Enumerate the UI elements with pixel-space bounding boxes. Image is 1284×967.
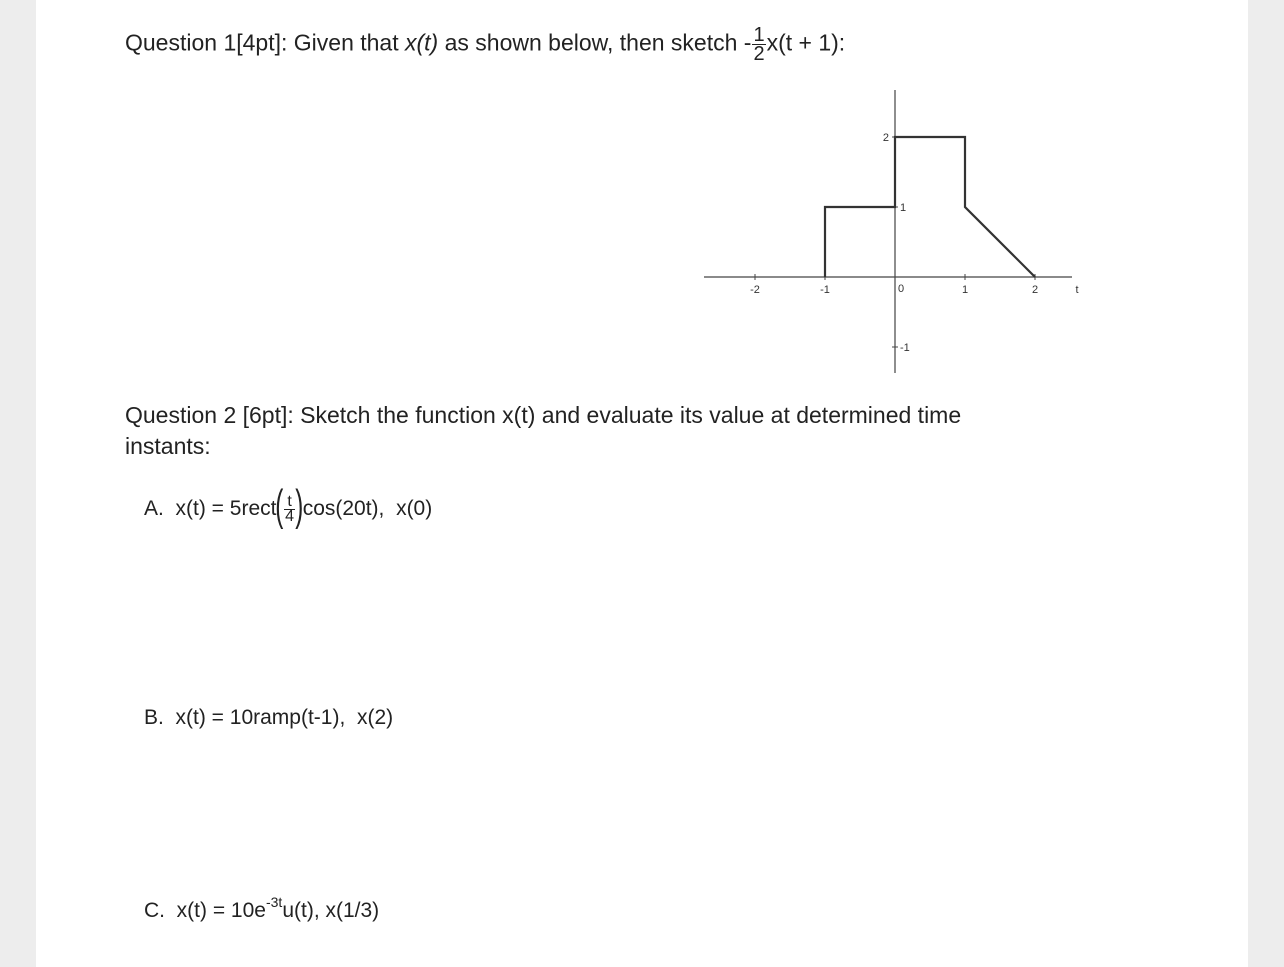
fraction-denominator: 4 [285,507,295,525]
part-a-lhs: x(t) = 5rect [175,497,277,520]
question-2-line-1: Question 2 [6pt]: Sketch the function x(t) and evaluate its value at determined time [125,402,962,428]
fraction-denominator: 2 [753,43,765,65]
part-b [144,703,393,733]
part-c [144,896,379,927]
question-2-line-2: instants: [125,433,211,459]
part-c-lhs: x(t) = 10e [176,899,266,922]
part-b-expr: x(t) = 10ramp(t-1), [175,706,346,729]
right-paren: ) [295,481,304,531]
part-c-label: C. [144,899,165,922]
question-1-suffix: x(t + 1): [766,29,846,56]
question-1-signal: x(t) [405,29,439,56]
part-a [144,481,433,531]
x-tick-label: -1 [820,284,830,296]
y-tick-label: 1 [900,202,907,214]
x-tick-label: 2 [1031,284,1039,296]
x-axis-label: t [1075,284,1079,296]
signal-waveform [825,137,1035,277]
part-a-label: A. [144,497,164,520]
plot-ticks [750,132,1078,354]
fraction-numerator: t [284,495,295,510]
fraction-numerator: 1 [753,24,765,46]
question-1-fraction [752,26,765,63]
question-1 [125,26,845,63]
part-b-label: B. [144,706,164,729]
part-b-eval: x(2) [356,706,394,729]
left-paren: ( [275,481,284,531]
signal-plot [700,88,1100,378]
part-c-rhs: u(t), x(1/3) [282,899,380,922]
question-1-middle: as shown below, then sketch - [438,29,752,56]
question-1-prefix: Question 1[4pt]: Given that [125,29,405,56]
y-tick-label: -1 [900,342,910,354]
part-a-fraction [284,492,295,525]
x-tick-label: 1 [961,284,969,296]
x-tick-label: 0 [897,283,905,295]
y-tick-label: 2 [882,132,889,144]
part-a-rhs: cos(20t), [302,497,385,520]
x-tick-label: -2 [750,284,760,296]
part-c-exponent: -3t [265,894,283,910]
part-a-eval: x(0) [396,497,433,520]
